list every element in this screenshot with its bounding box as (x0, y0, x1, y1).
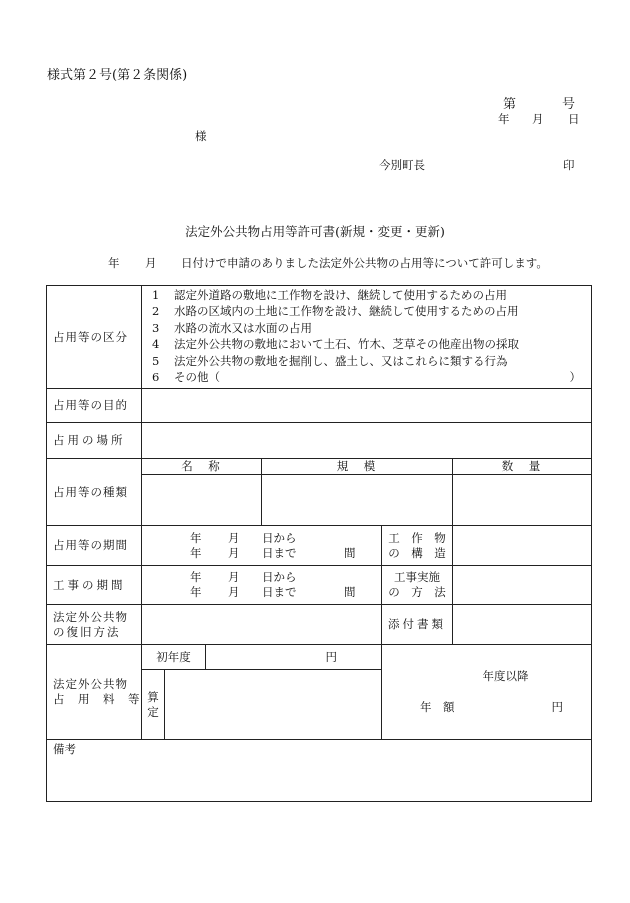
intro-text (108, 255, 548, 271)
kind-scale-field[interactable] (262, 475, 453, 526)
work-period-label: 工事の期間 (47, 566, 142, 605)
intro-body: 日付けで申請のありました法定外公共物の占用等について許可します。 (181, 256, 548, 270)
category-list (142, 286, 592, 389)
issue-number-prefix: 第 (503, 97, 517, 112)
issuer-name: 今別町長 (379, 158, 425, 172)
occupy-period-label: 占用等の期間 (47, 526, 142, 566)
occupy-period-span: 間 (344, 545, 356, 560)
category-item-3[interactable]: 3 水路の流水又は水面の占用 (152, 320, 312, 335)
row-kind-header (47, 459, 592, 475)
addressee: 様 (195, 129, 207, 143)
calc-label: 算 定 (142, 670, 165, 740)
structure-label: 工 作 物 の 構 造 (382, 526, 453, 566)
category-label: 占用等の区分 (47, 286, 142, 389)
issue-number-suffix: 号 (562, 97, 576, 112)
kind-quantity-field[interactable] (453, 475, 592, 526)
remarks-field[interactable] (47, 740, 592, 802)
occupy-period-field[interactable]: 年 月 日から 年 月 日まで 間 (142, 526, 382, 566)
restore-field[interactable] (142, 605, 382, 645)
annual-amount: 年 額 円 (420, 700, 563, 714)
work-period-span: 間 (344, 585, 356, 599)
fee-label: 法定外公共物 占 用 料 等 (47, 645, 142, 740)
intro-year: 年 (108, 256, 120, 270)
first-year-field[interactable] (206, 645, 382, 670)
category-item-4[interactable]: 4 法定外公共物の敷地において土石、竹木、芝草その他産出物の採取 (152, 337, 519, 352)
issue-date-month: 月 (532, 112, 544, 126)
issue-number (503, 93, 575, 112)
permit-form-table (46, 285, 592, 802)
issue-date-year: 年 (498, 112, 510, 126)
restore-label: 法定外公共物 の復旧方法 (47, 605, 142, 645)
row-remarks (47, 740, 592, 802)
category-item-5[interactable]: 5 法定外公共物の敷地を掘削し、盛土し、又はこれらに類する行為 (152, 353, 508, 368)
kind-label: 占用等の種類 (47, 459, 142, 526)
row-purpose (47, 389, 592, 423)
purpose-label: 占用等の目的 (47, 389, 142, 423)
category-item-1[interactable]: 1 認定外道路の敷地に工作物を設け、継続して使用するための占用 (152, 287, 508, 302)
seal-mark: 印 (563, 158, 575, 172)
category-item-6[interactable]: 6 その他（ ） (152, 370, 581, 385)
place-label: 占用の場所 (47, 423, 142, 459)
later-years-field[interactable] (382, 645, 592, 740)
work-period-field[interactable]: 年 月 日から 年 月 日まで 間 (142, 566, 382, 605)
kind-quantity-header: 数 量 (453, 459, 592, 475)
issue-date (498, 111, 580, 127)
method-field[interactable] (453, 566, 592, 605)
attachments-field[interactable] (453, 605, 592, 645)
calc-field[interactable] (165, 670, 382, 740)
kind-name-header: 名 称 (142, 459, 262, 475)
intro-month: 月 (145, 256, 157, 270)
purpose-field[interactable] (142, 389, 592, 423)
first-year-yen: 円 (325, 649, 337, 664)
document-title: 法定外公共物占用等許可書(新規・変更・更新) (185, 224, 445, 239)
row-work-period (47, 566, 592, 605)
structure-field[interactable] (453, 526, 592, 566)
place-field[interactable] (142, 423, 592, 459)
row-place (47, 423, 592, 459)
form-number: 様式第２号(第２条関係) (47, 68, 188, 83)
kind-scale-header: 規 模 (262, 459, 453, 475)
row-restore (47, 605, 592, 645)
first-year-label: 初年度 (142, 645, 206, 670)
issue-date-day: 日 (568, 112, 580, 126)
remarks-label: 備考 (53, 742, 76, 756)
attachments-label: 添付書類 (382, 605, 453, 645)
row-occupy-period (47, 526, 592, 566)
row-category (47, 286, 592, 389)
method-label: 工事実施 の 方 法 (382, 566, 453, 605)
row-fee-top (47, 645, 592, 670)
category-item-2[interactable]: 2 水路の区域内の土地に工作物を設け、継続して使用するための占用 (152, 304, 519, 319)
later-years-label: 年度以降 (482, 669, 529, 683)
kind-name-field[interactable] (142, 475, 262, 526)
